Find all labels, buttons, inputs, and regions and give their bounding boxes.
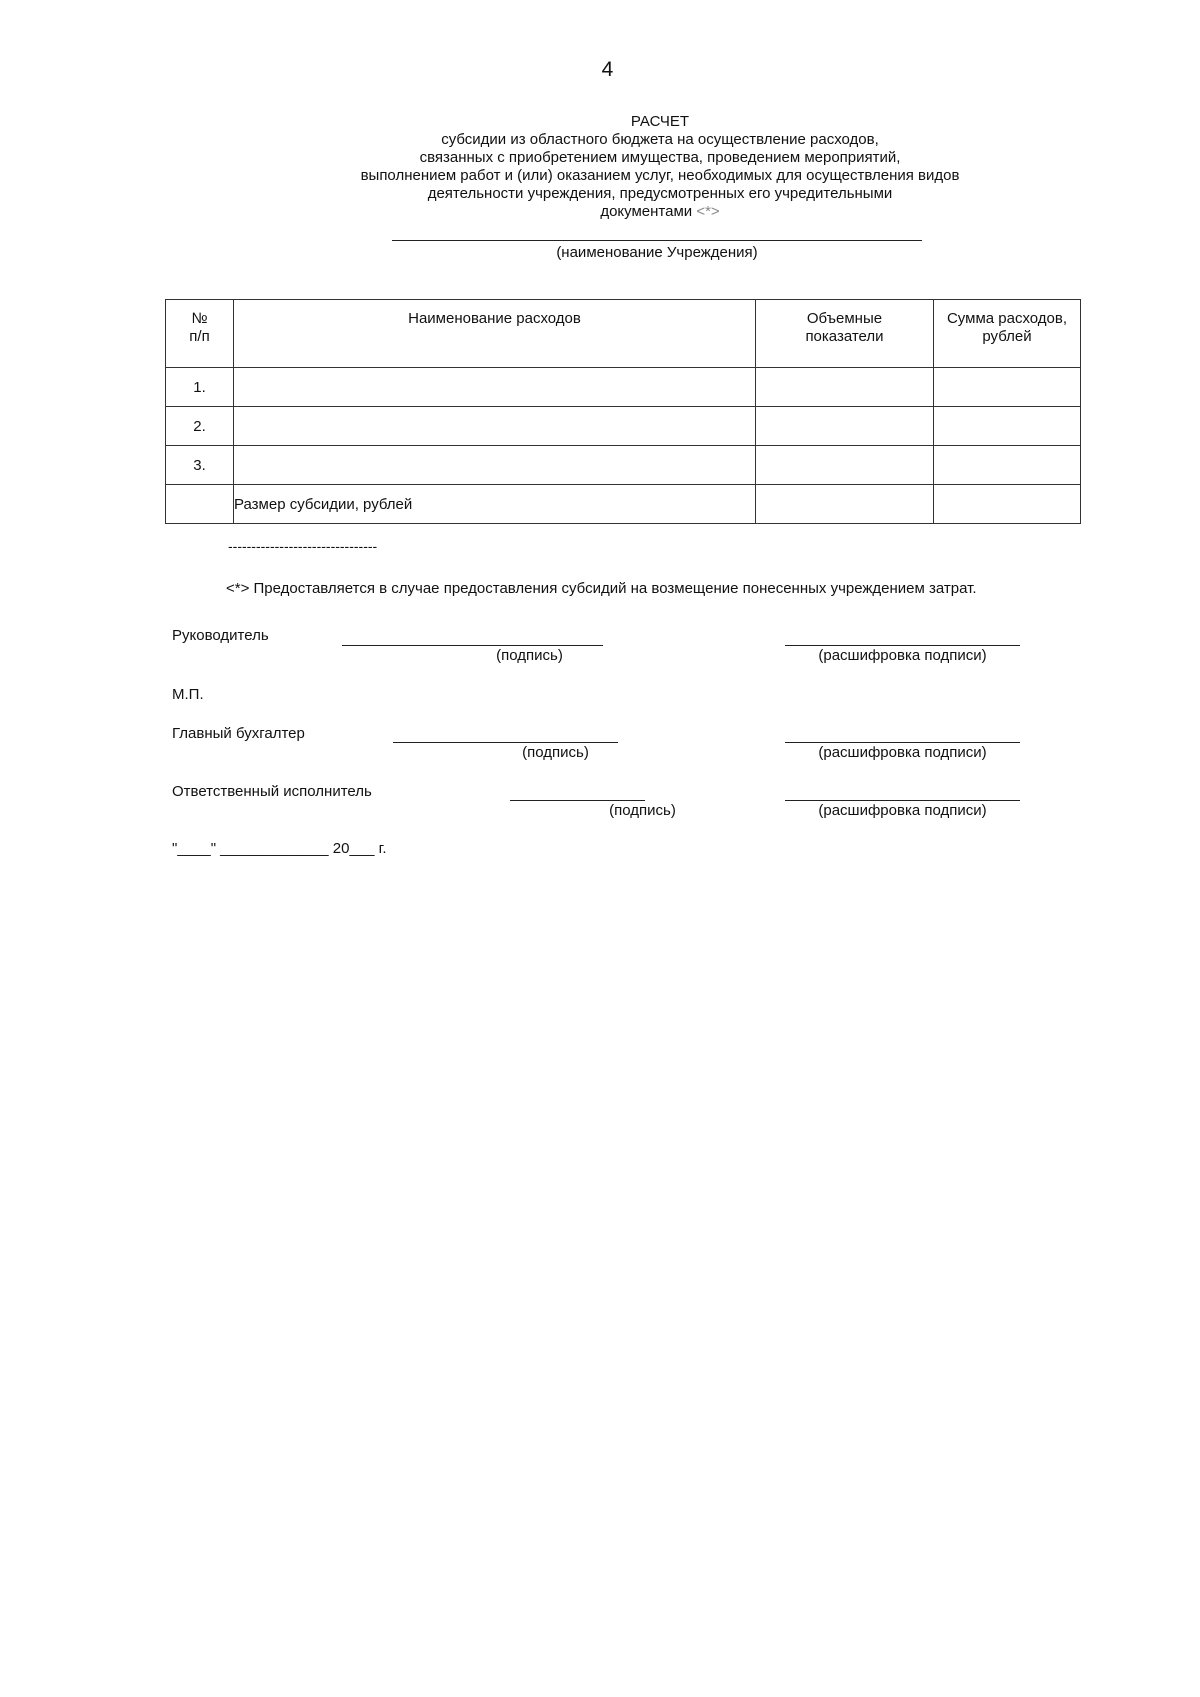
organization-caption: (наименование Учреждения)	[556, 244, 758, 261]
executor-sign-caption: (подпись)	[609, 802, 676, 819]
head-sign-caption: (подпись)	[496, 647, 563, 664]
header-name: Наименование расходов	[234, 300, 756, 368]
chief-accountant-label: Главный бухгалтер	[172, 725, 305, 742]
title-heading: РАСЧЕТ	[630, 113, 690, 130]
title-line: связанных с приобретением имущества, проведением мероприятий,	[419, 149, 901, 166]
row-volume	[756, 407, 934, 446]
head-signature-line	[342, 645, 603, 646]
title-line: деятельности учреждения, предусмотренных его учредительными	[427, 185, 893, 202]
executor-decode-line	[785, 800, 1020, 801]
executor-signature-line	[510, 800, 645, 801]
page-number: 4	[601, 58, 614, 81]
organization-name-line	[392, 240, 922, 241]
executor-decode-caption: (расшифровка подписи)	[818, 802, 987, 819]
executor-label: Ответственный исполнитель	[172, 783, 372, 800]
total-sum	[934, 485, 1081, 524]
footnote-ref-link[interactable]: <*>	[696, 203, 720, 220]
document-title	[300, 113, 1020, 221]
title-line: субсидии из областного бюджета на осуществление расходов,	[441, 131, 879, 148]
row-name	[234, 407, 756, 446]
header-num: № п/п	[166, 300, 234, 368]
expenses-table	[165, 299, 1081, 524]
total-volume	[756, 485, 934, 524]
head-label: Руководитель	[172, 627, 269, 644]
row-sum	[934, 407, 1081, 446]
table-row	[166, 407, 1081, 446]
chief-signature-line	[393, 742, 618, 743]
title-last-line	[300, 203, 1020, 221]
row-num: 3.	[166, 446, 234, 485]
title-last-text: документами	[600, 203, 693, 220]
row-name	[234, 368, 756, 407]
row-name	[234, 446, 756, 485]
row-num: 2.	[166, 407, 234, 446]
chief-decode-line	[785, 742, 1020, 743]
row-volume	[756, 446, 934, 485]
footnote-text: <*> Предоставляется в случае предоставления субсидий на возмещение понесенных учреждением затрат.	[226, 580, 977, 597]
stamp-label: М.П.	[172, 686, 204, 703]
table-row	[166, 368, 1081, 407]
row-volume	[756, 368, 934, 407]
date-line: "____" _____________ 20___ г.	[172, 840, 387, 857]
row-sum	[934, 368, 1081, 407]
header-volume: Объемные показатели	[756, 300, 934, 368]
footnote-separator: --------------------------------	[228, 538, 378, 554]
head-decode-line	[785, 645, 1020, 646]
head-decode-caption: (расшифровка подписи)	[818, 647, 987, 664]
chief-sign-caption: (подпись)	[522, 744, 589, 761]
chief-decode-caption: (расшифровка подписи)	[818, 744, 987, 761]
total-num	[166, 485, 234, 524]
title-line: выполнением работ и (или) оказанием услуг, необходимых для осуществления видов	[360, 167, 960, 184]
total-label: Размер субсидии, рублей	[234, 485, 756, 524]
row-num: 1.	[166, 368, 234, 407]
header-sum: Сумма расходов, рублей	[934, 300, 1081, 368]
row-sum	[934, 446, 1081, 485]
table-header-row	[166, 300, 1081, 368]
table-row	[166, 446, 1081, 485]
table-total-row	[166, 485, 1081, 524]
